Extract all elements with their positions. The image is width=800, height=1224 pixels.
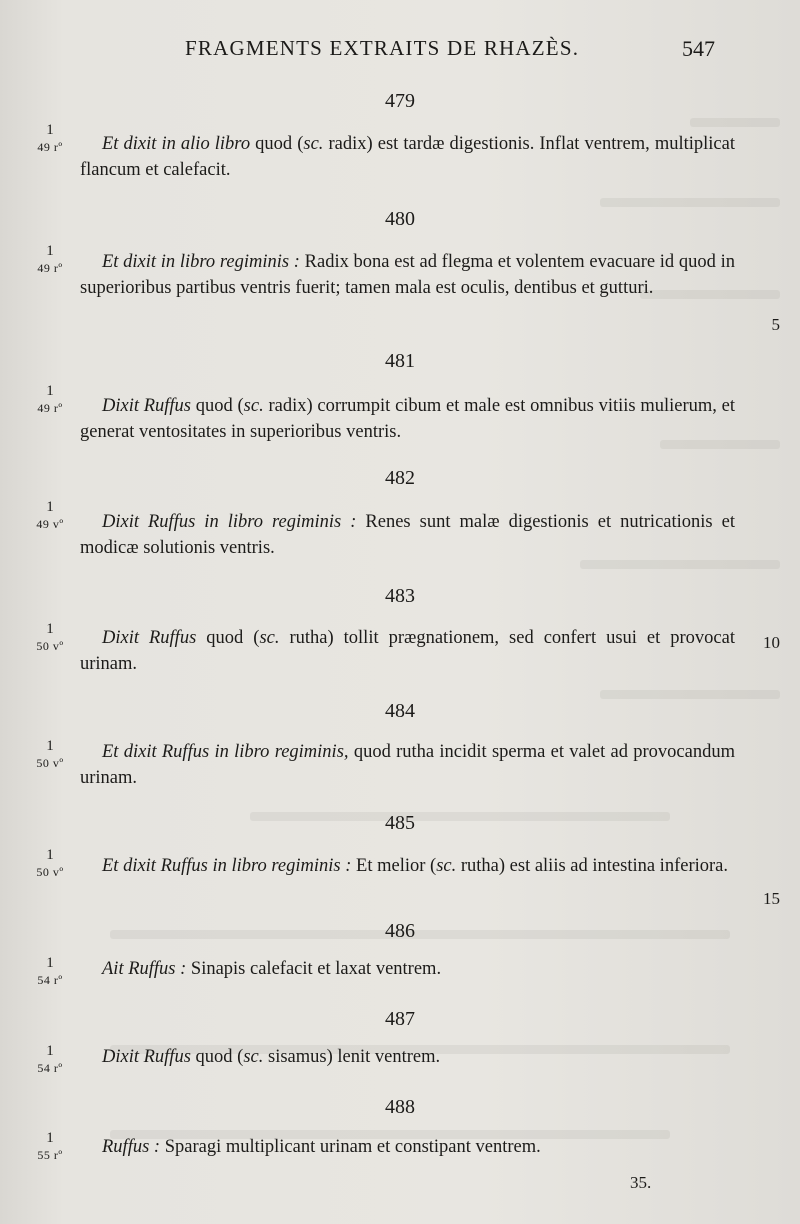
reference-book: 1: [46, 738, 54, 754]
reference-book: 1: [46, 1130, 54, 1146]
fragment-number: 479: [385, 90, 415, 112]
source-reference: [28, 956, 72, 986]
fragment-intro: Dixit Ruffus in libro regiminis :: [102, 512, 357, 532]
fragment-body-end: radix) corrumpit cibum et male est omnibus vitiis mulierum, et generat ventositates in superioribus ventris.: [80, 396, 735, 442]
reference-folio: 54 rº: [37, 1061, 63, 1075]
fragment-text: [80, 739, 735, 791]
source-reference: [28, 244, 72, 274]
reference-folio: 49 vº: [36, 517, 64, 531]
fragment-text: [80, 131, 735, 183]
abbreviation: sc.: [436, 856, 457, 876]
abbreviation: sc.: [303, 134, 324, 154]
fragment-body-end: rutha) tollit prægnationem, sed confert usui et provocat urinam.: [80, 628, 735, 674]
reference-book: 1: [46, 122, 54, 138]
abbreviation: sc.: [243, 1047, 264, 1067]
fragment-text: [80, 393, 735, 445]
reference-book: 1: [46, 955, 54, 971]
fragment-intro: Et dixit Ruffus in libro regiminis :: [102, 856, 352, 876]
fragment-number: 488: [385, 1096, 415, 1118]
running-title: FRAGMENTS EXTRAITS DE RHAZÈS.: [185, 36, 580, 60]
fragment-number: 486: [385, 920, 415, 942]
fragment-body: quod (: [190, 1047, 244, 1067]
source-reference: [28, 1131, 72, 1161]
reference-folio: 50 vº: [36, 639, 64, 653]
fragment-text: [80, 956, 735, 982]
reference-book: 1: [46, 499, 54, 515]
fragment-body: Sparagi multiplicant urinam et constipant ventrem.: [160, 1137, 541, 1157]
reference-folio: 50 vº: [36, 756, 64, 770]
fragment-body-end: radix) est tardæ digestionis. Inflat ventrem, multiplicat flancum et calefacit.: [80, 134, 735, 180]
fragment-intro: Et dixit Ruffus in libro regiminis,: [102, 742, 349, 762]
fragment-intro: Ait Ruffus :: [102, 959, 187, 979]
source-reference: [28, 384, 72, 414]
reference-book: 1: [46, 621, 54, 637]
fragment-number: 484: [385, 700, 415, 722]
fragment-text: [80, 853, 735, 879]
fragment-number: 480: [385, 208, 415, 230]
fragment-text: [80, 509, 735, 561]
source-reference: [28, 500, 72, 530]
fragment-body-end: rutha) est aliis ad intestina inferiora.: [456, 856, 728, 876]
fragment-body: quod (: [196, 628, 260, 648]
source-reference: [28, 622, 72, 652]
reference-book: 1: [46, 847, 54, 863]
fragment-text: [80, 1134, 735, 1160]
fragment-body: quod rutha incidit sperma et valet ad provocandum urinam.: [80, 742, 735, 788]
fragment-intro: Et dixit in libro regiminis :: [102, 252, 300, 272]
reference-book: 1: [46, 383, 54, 399]
fragment-body: quod (: [250, 134, 304, 154]
reference-folio: 50 vº: [36, 865, 64, 879]
fragment-intro: Dixit Ruffus: [102, 628, 197, 648]
source-reference: [28, 123, 72, 153]
page-header: [0, 36, 800, 66]
fragment-number: 487: [385, 1008, 415, 1030]
abbreviation: sc.: [243, 396, 264, 416]
fragment-text: [80, 249, 735, 301]
source-reference: [28, 1044, 72, 1074]
fragment-body: Radix bona est ad flegma et volentem evacuare id quod in superioribus partibus ventris fuerit; tamen mala est oculis, dentibus et gutturi.: [80, 252, 735, 298]
fragment-text: [80, 1044, 735, 1070]
fragment-intro: Ruffus :: [102, 1137, 161, 1157]
fragment-number: 485: [385, 812, 415, 834]
reference-book: 1: [46, 243, 54, 259]
fragment-intro: Et dixit in alio libro: [102, 134, 251, 154]
reference-folio: 54 rº: [37, 973, 63, 987]
fragment-text: [80, 625, 735, 677]
source-reference: [28, 739, 72, 769]
abbreviation: sc.: [259, 628, 280, 648]
fragment-intro: Dixit Ruffus: [102, 396, 192, 416]
fragment-body: Sinapis calefacit et laxat ventrem.: [186, 959, 442, 979]
fragment-body: Renes sunt malæ digestionis et nutricationis et modicæ solutionis ventris.: [80, 512, 735, 558]
fragment-number: 483: [385, 585, 415, 607]
line-number: 5: [771, 315, 780, 334]
source-reference: [28, 848, 72, 878]
fragment-intro: Dixit Ruffus: [102, 1047, 191, 1067]
reference-folio: 49 rº: [37, 401, 63, 415]
fragment-number: 481: [385, 350, 415, 372]
reference-folio: 49 rº: [37, 140, 63, 154]
fragment-number: 482: [385, 467, 415, 489]
reference-folio: 49 rº: [37, 261, 63, 275]
fragment-body-end: sisamus) lenit ventrem.: [263, 1047, 441, 1067]
fragment-body: quod (: [191, 396, 244, 416]
printer-signature: 35.: [630, 1173, 652, 1192]
line-number: 15: [763, 889, 780, 908]
page-number: 547: [682, 36, 715, 61]
line-number: 10: [763, 633, 780, 652]
reference-folio: 55 rº: [37, 1148, 63, 1162]
reference-book: 1: [46, 1043, 54, 1059]
fragment-body: Et melior (: [351, 856, 437, 876]
